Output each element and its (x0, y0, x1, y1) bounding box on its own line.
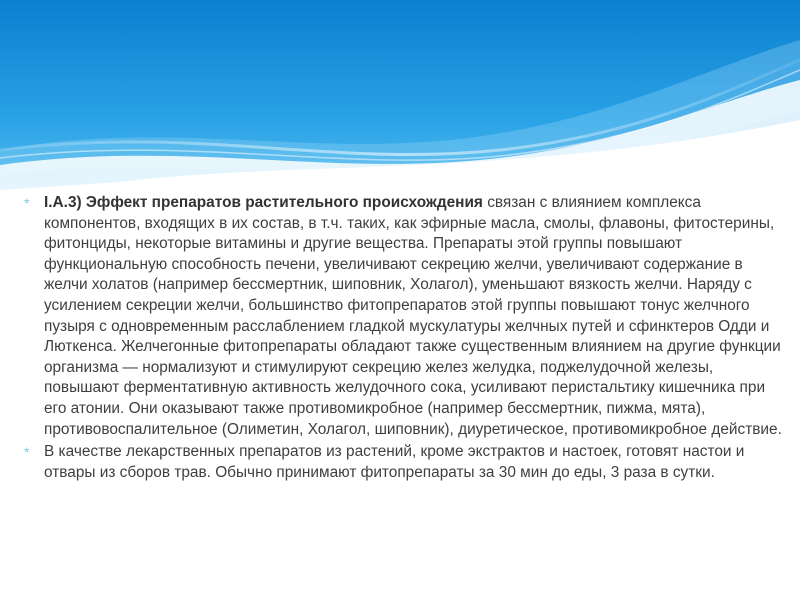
bullet-item-2 (24, 442, 784, 483)
bullet-icon: * (24, 195, 30, 211)
bullet-1-text: связан с влиянием комплекса компонентов, входящих в их состав, в т.ч. таких, как эфирные масла, смолы, флавоны, фитостерины, фитонциды, некоторые витамины и другие вещества. Препараты этой группы повышают функциональную способность печени, увеличивают секрецию желчи, увеличивают содержание в желчи холатов (например бессмертник, шиповник, Холагол), уменьшают вязкость желчи. Наряду с усилением секреции желчи, большинство фитопрепаратов этой группы повышают тонус желчного пузыря с одновременным расслаблением гладкой мускулатуры желчных путей и сфинктеров Одди и Люткенса. Желчегонные фитопрепараты обладают также существенным влиянием на другие функции организма — нормализуют и стимулируют секрецию желез желудка, поджелудочной железы, повышают ферментативную активность желудочного сока, усиливают перистальтику кишечника при его атонии. Они оказывают также противомикробное (например бессмертник, пижма, мята), противовоспалительное (Олиметин, Холагол, шиповник), диуретическое, противомикробное действие. (44, 194, 782, 438)
bullet-1-heading: I.A.3) Эффект препаратов растительного происхождения (44, 194, 483, 211)
bullet-item-1 (24, 193, 784, 440)
slide-body (24, 193, 784, 485)
bullet-icon: * (24, 444, 30, 461)
bullet-2-text: В качестве лекарственных препаратов из растений, кроме экстрактов и настоек, готовят настои и отвары из сборов трав. Обычно принимают фитопрепараты за 30 мин до еды, 3 раза в сутки. (44, 443, 745, 481)
header-wave-banner (0, 0, 800, 200)
